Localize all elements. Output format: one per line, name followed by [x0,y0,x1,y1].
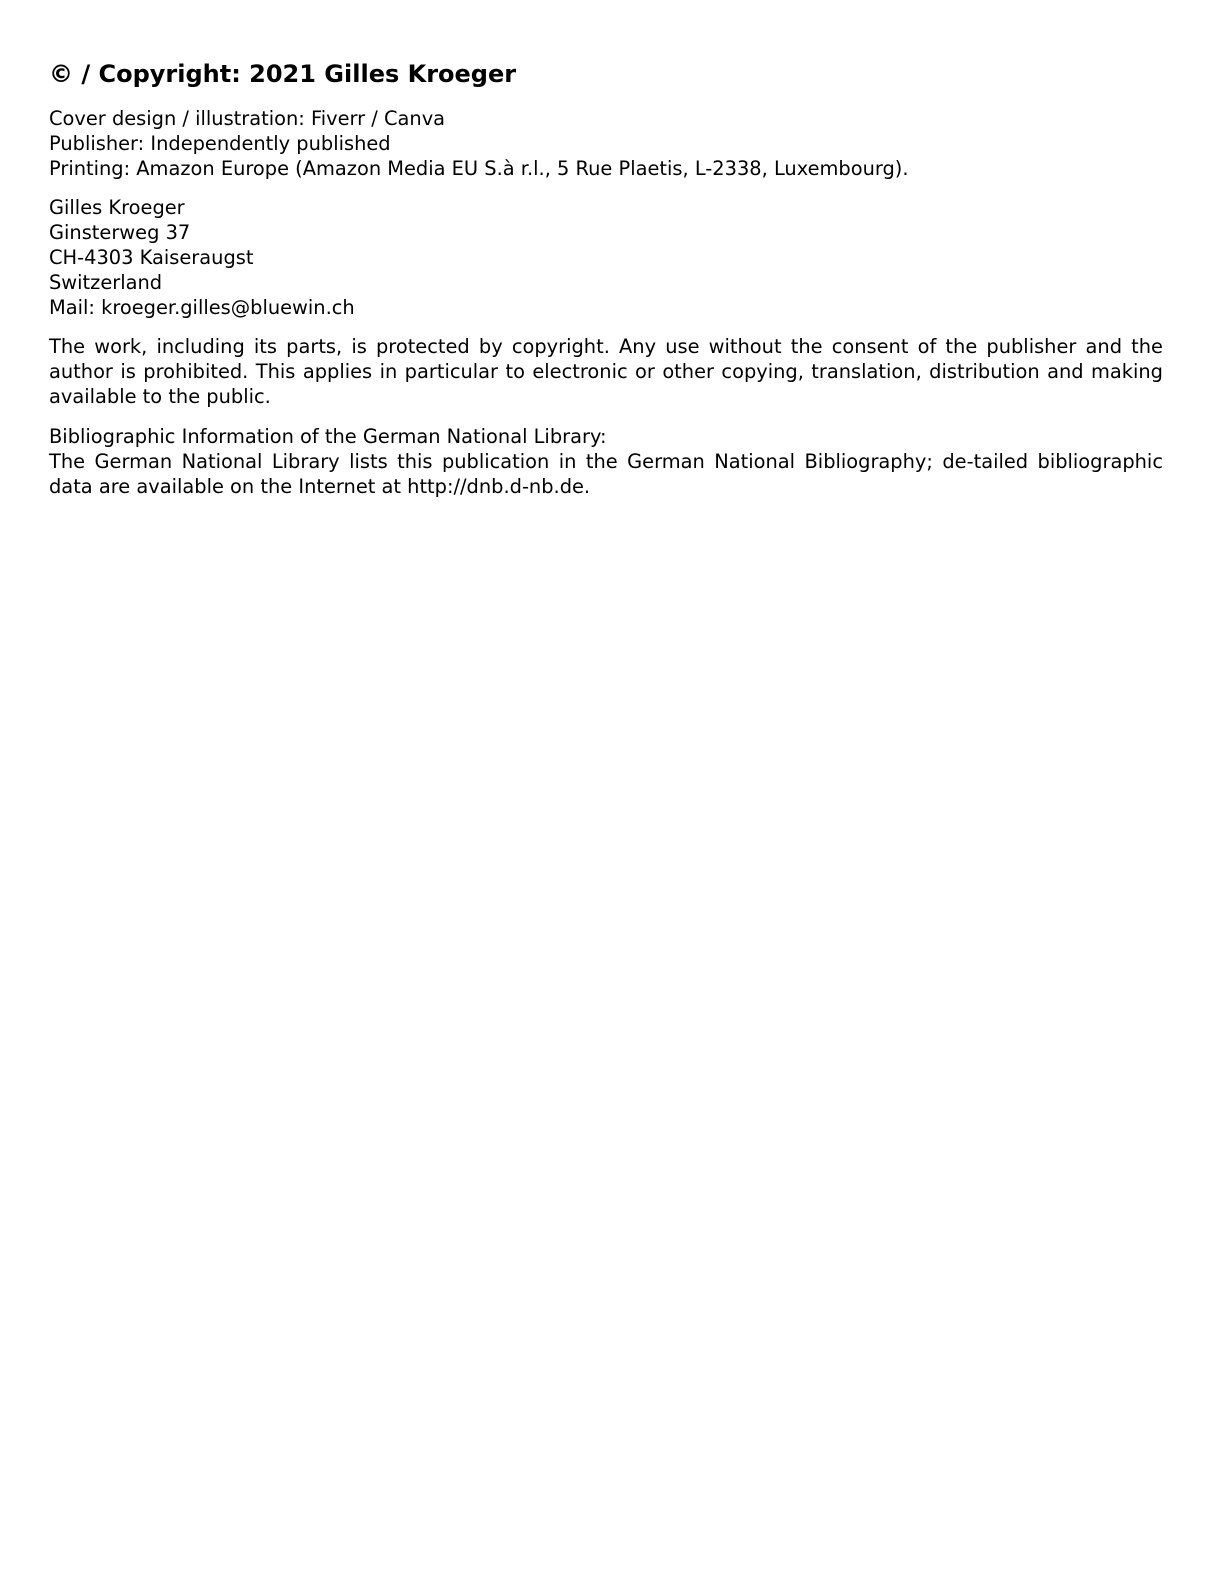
copyright-page [49,56,1163,514]
printing-credit: Printing: Amazon Europe (Amazon Media EU S.à r.l., 5 Rue Plaetis, L-2338, Luxembourg). [49,157,909,180]
address-street: Ginsterweg 37 [49,221,191,244]
author-name: Gilles Kroeger [49,196,185,219]
bibliographic-text: The German National Library lists this publication in the German National Bibliography; de-tailed bibliographic data are available on the Internet at http://dnb.d-nb.de. [49,450,1163,498]
copyright-notice: The work, including its parts, is protected by copyright. Any use without the consent of the publisher and the author is prohibited. This applies in particular to electronic or other copying, translation, distribution and making available to the public. [49,335,1163,408]
publisher-credit: Publisher: Independently published [49,132,391,155]
credits-block [49,106,1163,181]
bibliographic-heading: Bibliographic Information of the German National Library: [49,425,607,448]
copyright-title: © / Copyright: 2021 Gilles Kroeger [49,60,517,88]
cover-credit: Cover design / illustration: Fiverr / Canva [49,107,446,130]
author-mail: Mail: kroeger.gilles@bluewin.ch [49,296,355,319]
address-block [49,195,1163,320]
address-city: CH-4303 Kaiseraugst [49,246,254,269]
bibliographic-block [49,424,1163,499]
address-country: Switzerland [49,271,163,294]
